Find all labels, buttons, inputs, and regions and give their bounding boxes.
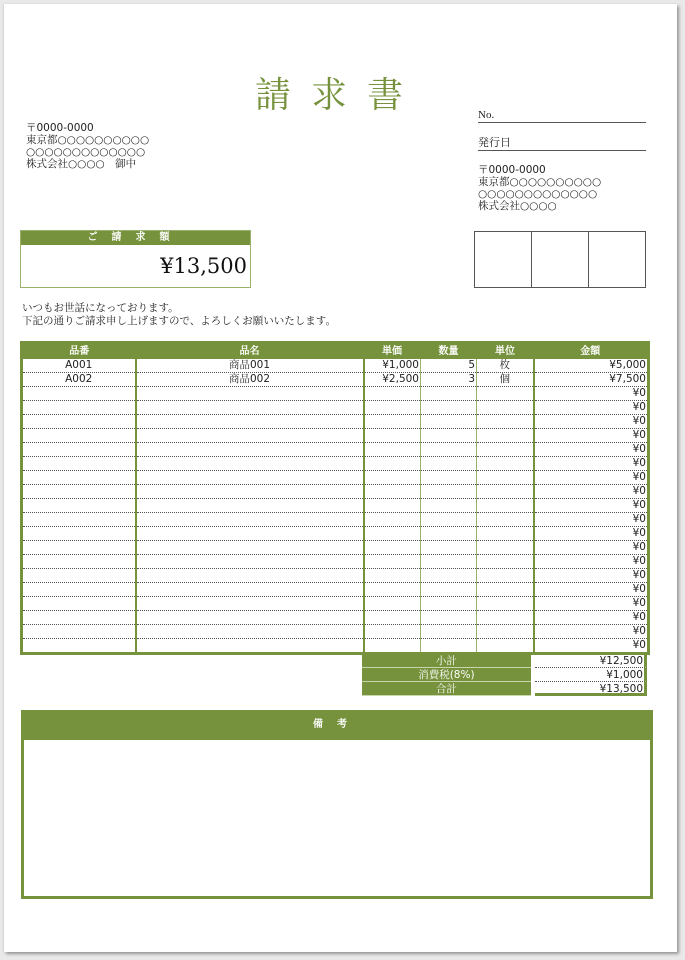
invoice-page — [4, 4, 677, 952]
sender-postal: 〒0000-0000 — [478, 164, 546, 176]
cell-unit: 個 — [477, 373, 534, 387]
cell-item-name — [136, 527, 364, 541]
subtotal-label: 小計 — [362, 654, 531, 668]
table-row — [22, 583, 649, 597]
cell-amount: ¥0 — [534, 639, 649, 654]
total-value: ¥13,500 — [535, 682, 647, 696]
cell-amount: ¥0 — [534, 443, 649, 457]
billing-amount-box — [20, 230, 251, 288]
cell-amount: ¥0 — [534, 527, 649, 541]
cell-item-name: 商品001 — [136, 359, 364, 373]
cell-quantity: 3 — [421, 373, 477, 387]
cell-amount: ¥0 — [534, 555, 649, 569]
cell-item-code — [22, 527, 136, 541]
tax-value: ¥1,000 — [535, 668, 647, 682]
col-header-item-code: 品番 — [22, 343, 136, 360]
stamp-box — [475, 232, 532, 287]
cell-unit — [477, 583, 534, 597]
issue-date-label: 発行日 — [478, 137, 511, 149]
cell-unit-price — [364, 555, 421, 569]
cell-item-code — [22, 471, 136, 485]
cell-item-code — [22, 429, 136, 443]
cell-amount: ¥0 — [534, 569, 649, 583]
billing-amount-label: ご請求額 — [21, 231, 250, 245]
cell-unit-price — [364, 457, 421, 471]
cell-unit — [477, 527, 534, 541]
cell-amount: ¥0 — [534, 485, 649, 499]
recipient-address2: ○○○○○○○○○○○○○ — [26, 146, 146, 158]
items-table — [20, 341, 650, 655]
cell-item-name — [136, 415, 364, 429]
cell-unit-price — [364, 471, 421, 485]
cell-quantity — [421, 401, 477, 415]
table-row — [22, 485, 649, 499]
greeting-line2: 下記の通りご請求申し上げますので、よろしくお願いいたします。 — [22, 315, 336, 327]
cell-unit-price: ¥2,500 — [364, 373, 421, 387]
cell-item-name — [136, 443, 364, 457]
cell-unit-price — [364, 499, 421, 513]
col-header-unit: 単位 — [477, 343, 534, 360]
table-row — [22, 527, 649, 541]
cell-unit-price — [364, 387, 421, 401]
notes-section — [21, 710, 653, 899]
recipient-postal: 〒0000-0000 — [26, 122, 94, 134]
cell-item-code — [22, 569, 136, 583]
notes-label: 備考 — [24, 710, 650, 740]
cell-unit — [477, 415, 534, 429]
cell-item-code — [22, 555, 136, 569]
table-row — [22, 499, 649, 513]
cell-unit: 枚 — [477, 359, 534, 373]
cell-item-name — [136, 401, 364, 415]
cell-unit — [477, 401, 534, 415]
table-row — [22, 513, 649, 527]
cell-amount: ¥7,500 — [534, 373, 649, 387]
cell-item-name — [136, 485, 364, 499]
cell-quantity — [421, 611, 477, 625]
cell-unit — [477, 541, 534, 555]
cell-item-code: A001 — [22, 359, 136, 373]
cell-unit-price: ¥1,000 — [364, 359, 421, 373]
table-row — [22, 569, 649, 583]
cell-quantity — [421, 457, 477, 471]
table-row — [22, 541, 649, 555]
cell-amount: ¥0 — [534, 499, 649, 513]
cell-quantity — [421, 569, 477, 583]
cell-item-code — [22, 513, 136, 527]
cell-quantity — [421, 387, 477, 401]
cell-unit — [477, 569, 534, 583]
cell-item-name — [136, 499, 364, 513]
cell-amount: ¥0 — [534, 387, 649, 401]
cell-unit-price — [364, 541, 421, 555]
cell-quantity — [421, 597, 477, 611]
table-row — [22, 401, 649, 415]
cell-item-code — [22, 415, 136, 429]
cell-unit — [477, 625, 534, 639]
recipient-address1: 東京都○○○○○○○○○○ — [26, 134, 150, 146]
cell-quantity — [421, 555, 477, 569]
cell-quantity — [421, 583, 477, 597]
col-header-item-name: 品名 — [136, 343, 364, 360]
cell-unit — [477, 457, 534, 471]
stamp-box — [532, 232, 589, 287]
cell-item-name — [136, 387, 364, 401]
cell-amount: ¥0 — [534, 583, 649, 597]
cell-amount: ¥0 — [534, 513, 649, 527]
totals-block — [362, 654, 647, 696]
col-header-amount: 金額 — [534, 343, 649, 360]
cell-quantity — [421, 513, 477, 527]
cell-item-code — [22, 401, 136, 415]
cell-unit — [477, 429, 534, 443]
total-label: 合計 — [362, 682, 531, 696]
cell-item-code — [22, 625, 136, 639]
cell-amount: ¥0 — [534, 429, 649, 443]
table-row — [22, 639, 649, 654]
cell-item-name — [136, 513, 364, 527]
cell-quantity — [421, 625, 477, 639]
cell-item-name — [136, 569, 364, 583]
cell-amount: ¥0 — [534, 541, 649, 555]
cell-unit-price — [364, 583, 421, 597]
invoice-number-field — [478, 109, 646, 123]
cell-item-code: A002 — [22, 373, 136, 387]
cell-unit — [477, 611, 534, 625]
cell-item-name — [136, 429, 364, 443]
cell-amount: ¥0 — [534, 625, 649, 639]
cell-unit-price — [364, 443, 421, 457]
sender-address1: 東京都○○○○○○○○○○ — [478, 176, 602, 188]
tax-row — [362, 668, 647, 682]
issue-date-field — [478, 137, 646, 151]
cell-unit-price — [364, 611, 421, 625]
greeting-line1: いつもお世話になっております。 — [22, 302, 179, 314]
cell-unit — [477, 387, 534, 401]
cell-unit — [477, 443, 534, 457]
cell-unit-price — [364, 527, 421, 541]
cell-amount: ¥0 — [534, 457, 649, 471]
cell-item-code — [22, 541, 136, 555]
cell-quantity: 5 — [421, 359, 477, 373]
cell-unit — [477, 471, 534, 485]
cell-item-code — [22, 597, 136, 611]
cell-unit-price — [364, 513, 421, 527]
cell-item-code — [22, 485, 136, 499]
cell-item-name — [136, 471, 364, 485]
cell-item-name — [136, 555, 364, 569]
cell-unit-price — [364, 597, 421, 611]
cell-item-name: 商品002 — [136, 373, 364, 387]
cell-quantity — [421, 639, 477, 654]
cell-quantity — [421, 527, 477, 541]
table-row — [22, 611, 649, 625]
sender-company: 株式会社○○○○ — [478, 200, 557, 212]
cell-amount: ¥0 — [534, 597, 649, 611]
cell-item-code — [22, 499, 136, 513]
sender-address2: ○○○○○○○○○○○○○ — [478, 188, 598, 200]
cell-unit — [477, 639, 534, 654]
cell-quantity — [421, 471, 477, 485]
cell-quantity — [421, 429, 477, 443]
subtotal-value: ¥12,500 — [535, 654, 647, 668]
cell-item-code — [22, 583, 136, 597]
cell-unit-price — [364, 569, 421, 583]
cell-item-name — [136, 611, 364, 625]
table-row — [22, 415, 649, 429]
cell-unit-price — [364, 639, 421, 654]
cell-item-code — [22, 387, 136, 401]
subtotal-row — [362, 654, 647, 668]
table-row — [22, 457, 649, 471]
cell-amount: ¥5,000 — [534, 359, 649, 373]
table-header-row — [22, 343, 649, 360]
cell-unit-price — [364, 625, 421, 639]
cell-item-code — [22, 443, 136, 457]
cell-quantity — [421, 443, 477, 457]
recipient-company: 株式会社○○○○ 御中 — [26, 158, 137, 170]
cell-item-code — [22, 639, 136, 654]
cell-unit-price — [364, 485, 421, 499]
cell-amount: ¥0 — [534, 611, 649, 625]
cell-unit-price — [364, 415, 421, 429]
sender-address — [478, 164, 601, 212]
billing-amount-value: ¥13,500 — [160, 254, 247, 278]
cell-unit-price — [364, 401, 421, 415]
cell-unit — [477, 513, 534, 527]
page-title: 請求書 — [254, 75, 423, 116]
cell-quantity — [421, 499, 477, 513]
table-row — [22, 359, 649, 373]
col-header-quantity: 数量 — [421, 343, 477, 360]
tax-label: 消費税(8%) — [362, 668, 531, 682]
invoice-number-label: No. — [478, 109, 495, 121]
table-row — [22, 555, 649, 569]
cell-amount: ¥0 — [534, 401, 649, 415]
cell-quantity — [421, 541, 477, 555]
cell-unit-price — [364, 429, 421, 443]
table-row — [22, 387, 649, 401]
recipient-address — [26, 122, 149, 170]
total-row — [362, 682, 647, 696]
greeting — [22, 302, 336, 328]
cell-item-name — [136, 541, 364, 555]
table-row — [22, 429, 649, 443]
cell-unit — [477, 499, 534, 513]
cell-quantity — [421, 415, 477, 429]
stamp-boxes — [474, 231, 646, 288]
table-row — [22, 471, 649, 485]
table-row — [22, 443, 649, 457]
cell-unit — [477, 485, 534, 499]
table-row — [22, 597, 649, 611]
cell-amount: ¥0 — [534, 415, 649, 429]
cell-item-name — [136, 597, 364, 611]
cell-item-name — [136, 457, 364, 471]
table-row — [22, 373, 649, 387]
cell-unit — [477, 597, 534, 611]
stamp-box — [589, 232, 645, 287]
cell-item-code — [22, 611, 136, 625]
col-header-unit-price: 単価 — [364, 343, 421, 360]
cell-quantity — [421, 485, 477, 499]
cell-item-name — [136, 639, 364, 654]
cell-amount: ¥0 — [534, 471, 649, 485]
cell-unit — [477, 555, 534, 569]
cell-item-code — [22, 457, 136, 471]
cell-item-name — [136, 583, 364, 597]
table-row — [22, 625, 649, 639]
cell-item-name — [136, 625, 364, 639]
